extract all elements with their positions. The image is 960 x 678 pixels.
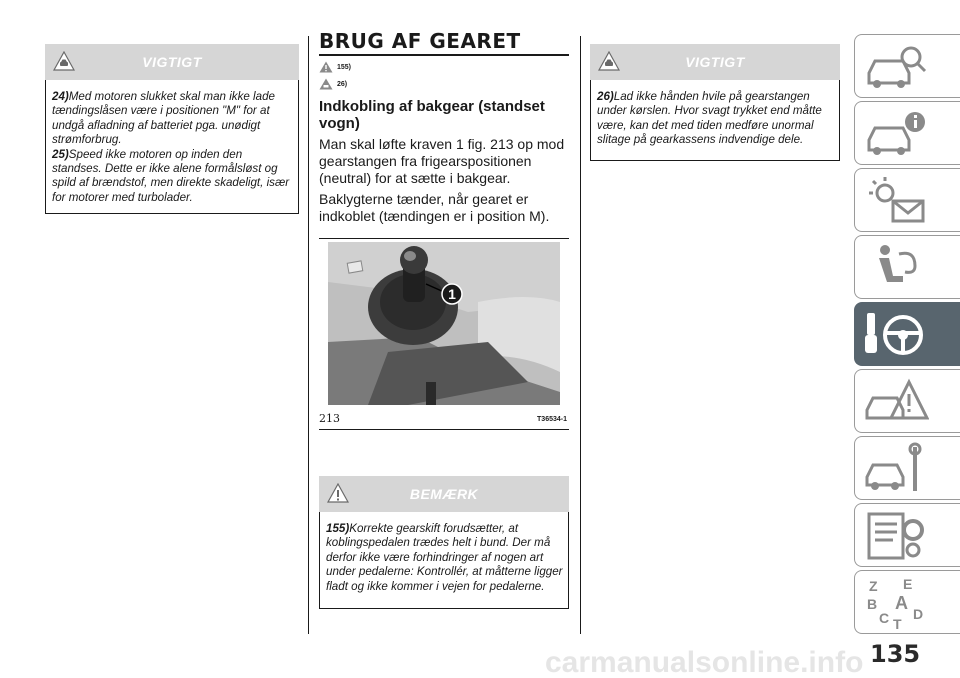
body-paragraph: Baklygterne tænder, når gearet er indkoblet (tændingen er i position M). bbox=[319, 191, 550, 224]
main-column bbox=[319, 0, 569, 609]
note-body bbox=[319, 512, 569, 609]
figure-213 bbox=[319, 238, 569, 430]
warning-text: Med motoren slukket skal man ikke lade tændingslåsen være i positionen "M" for at undgå afladning af batteriet pga. unødigt strømforbrug. bbox=[52, 90, 275, 147]
warning-header bbox=[45, 44, 299, 80]
warning-block-right bbox=[590, 44, 840, 161]
car-tools-icon bbox=[863, 441, 929, 497]
car-triangle-icon bbox=[319, 78, 333, 90]
warning-ref: 26) bbox=[597, 90, 614, 103]
note-text: Korrekte gearskift forudsætter, at koblingspedalen trædes helt i bund. Der må derfor ikke være forhindringer af nogen art under pedalerne: Kontrollér, at måtterne ligger fladt og ikke kommer i vejen for pedalerne. bbox=[326, 522, 563, 593]
key-steering-wheel-icon bbox=[863, 307, 929, 363]
airbag-seat-icon bbox=[863, 240, 929, 296]
warning-item bbox=[597, 90, 835, 148]
index-letter: D bbox=[913, 606, 924, 622]
gear-lever-photo bbox=[328, 242, 560, 405]
index-letter: A bbox=[895, 593, 908, 613]
tab-technical-data[interactable] bbox=[854, 503, 960, 567]
title-rule bbox=[319, 54, 569, 56]
subheading: Indkobling af bakgear (standset vogn) bbox=[319, 98, 545, 132]
warning-title: VIGTIGT bbox=[685, 54, 745, 70]
warning-text: Speed ikke motoren op inden den standses. Dette er ikke alene formålsløst og spild af brændstof, men direkte skadeligt, især for motorer med turbolader. bbox=[52, 147, 290, 204]
warning-ref: 25) bbox=[52, 147, 69, 161]
tab-index[interactable] bbox=[854, 570, 960, 634]
warning-lights-message-icon bbox=[863, 173, 929, 229]
warning-item bbox=[52, 148, 294, 206]
chapter-tabs bbox=[854, 34, 960, 637]
index-letter: T bbox=[893, 616, 902, 631]
warning-ref: 24) bbox=[52, 90, 69, 103]
figure-code: T36534-1 bbox=[537, 416, 567, 423]
tab-maintenance[interactable] bbox=[854, 436, 960, 500]
tab-warning-lights[interactable] bbox=[854, 168, 960, 232]
index-letter: C bbox=[879, 610, 890, 626]
note-block bbox=[319, 476, 569, 609]
tab-safety[interactable] bbox=[854, 235, 960, 299]
car-info-icon bbox=[863, 106, 929, 162]
warning-car-icon bbox=[53, 51, 75, 71]
index-letter: Z bbox=[869, 578, 878, 594]
column-divider bbox=[580, 36, 581, 634]
warning-item bbox=[52, 90, 294, 148]
note-title: BEMÆRK bbox=[409, 486, 479, 502]
specs-gear-icon bbox=[863, 508, 929, 564]
tab-vehicle-overview[interactable] bbox=[854, 34, 960, 98]
body-paragraph: Man skal løfte kraven 1 fig. 213 op mod gearstangen fra frigearspositionen (neutral) for at sætte i bakgear. bbox=[319, 136, 565, 186]
exclamation-triangle-icon bbox=[327, 483, 349, 503]
index-letter: E bbox=[903, 576, 913, 592]
tab-emergency[interactable] bbox=[854, 369, 960, 433]
car-search-icon bbox=[863, 39, 929, 95]
car-hazard-icon bbox=[863, 374, 929, 430]
column-divider bbox=[308, 36, 309, 634]
index-letter: B bbox=[867, 596, 878, 612]
note-ref: 155) bbox=[326, 522, 350, 535]
warning-block-left bbox=[45, 44, 299, 214]
ref-label: 26) bbox=[337, 80, 348, 88]
warning-title: VIGTIGT bbox=[142, 54, 202, 70]
warning-body bbox=[590, 80, 840, 161]
note-header bbox=[319, 476, 569, 512]
tab-vehicle-info[interactable] bbox=[854, 101, 960, 165]
warning-triangle-icon bbox=[319, 61, 333, 73]
warning-body bbox=[45, 80, 299, 214]
figure-number: 213 bbox=[319, 412, 340, 425]
warning-car-icon bbox=[598, 51, 620, 71]
page-number: 135 bbox=[870, 640, 921, 668]
ref-label: 155) bbox=[337, 63, 352, 71]
warning-header bbox=[590, 44, 840, 80]
alphabet-index-icon bbox=[863, 575, 929, 631]
callout-1: 1 bbox=[448, 286, 456, 302]
watermark: carmanualsonline.info bbox=[545, 646, 864, 678]
note-item bbox=[326, 522, 564, 594]
warning-text: Lad ikke hånden hvile på gearstangen under kørslen. Hvor svagt trykket end måtte være, kan det med tiden medføre unormal slitage på gearkassens indvendige dele. bbox=[597, 90, 822, 147]
tab-starting-driving[interactable] bbox=[854, 302, 960, 366]
warning-ref-marker bbox=[319, 61, 569, 73]
caution-ref-marker bbox=[319, 78, 569, 90]
section-title: BRUG AF GEARET bbox=[319, 29, 521, 53]
